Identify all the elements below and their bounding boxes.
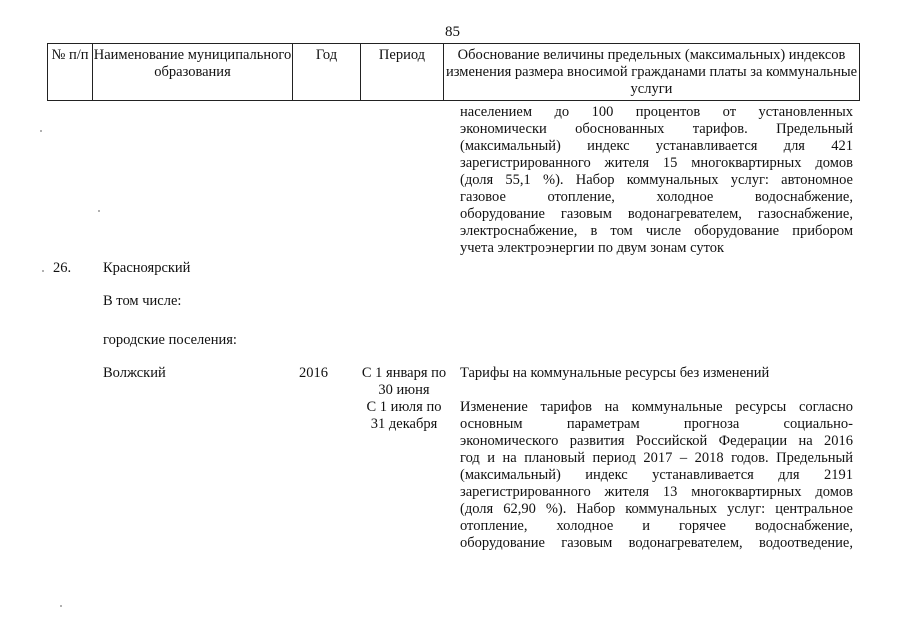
period-second-half: С 1 июля по 31 декабря bbox=[366, 399, 442, 432]
header-year: Год bbox=[293, 44, 361, 100]
text-line: электроснабжение, в том числе оборудование прибором bbox=[460, 223, 853, 239]
header-basis: Обоснование величины предельных (максимальных) индексов изменения размера вносимой гражданами платы за коммунальные услуги bbox=[445, 47, 858, 97]
including-label: В том числе: bbox=[103, 293, 182, 309]
year-value: 2016 bbox=[299, 365, 328, 381]
text-line: отопление, холодное и горячее водоснабжение, bbox=[460, 518, 853, 534]
basis-second-half bbox=[460, 399, 853, 552]
row-number: 26. bbox=[53, 260, 72, 276]
urban-settlements-label: городские поселения: bbox=[103, 332, 237, 348]
municipality-name: Красноярский bbox=[103, 260, 191, 276]
scan-speck bbox=[98, 210, 100, 212]
text-line: учета электроэнергии по двум зонам суток bbox=[460, 240, 725, 256]
text-line: зарегистрированного жителя 15 многоквартирных домов bbox=[460, 155, 853, 171]
text-line: оборудование газовым водонагревателем, водоотведение, bbox=[460, 535, 853, 551]
header-period: Период bbox=[361, 44, 444, 100]
text-line: населением до 100 процентов от установленных bbox=[460, 104, 853, 120]
text-line: экономически обоснованных тарифов. Предельный bbox=[460, 121, 853, 137]
text-line: (максимальный) индекс устанавливается для 421 bbox=[460, 138, 853, 154]
text-line: Изменение тарифов на коммунальные ресурсы согласно bbox=[460, 399, 853, 415]
table-header bbox=[47, 43, 860, 101]
text-line: экономического развития Российской Федерации на 2016 bbox=[460, 433, 853, 449]
scan-speck bbox=[60, 605, 62, 607]
text-line: основным параметрам прогноза социально- bbox=[460, 416, 853, 432]
text-line: год и на плановый период 2017 – 2018 годов. Предельный bbox=[460, 450, 853, 466]
text-line: (максимальный) индекс устанавливается для 2191 bbox=[460, 467, 853, 483]
text-line: зарегистрированного жителя 13 многоквартирных домов bbox=[460, 484, 853, 500]
basis-first-half: Тарифы на коммунальные ресурсы без изменений bbox=[460, 365, 770, 381]
continued-basis-text bbox=[460, 104, 853, 257]
header-num: № п/п bbox=[48, 44, 93, 100]
period-first-half: С 1 января по 30 июня bbox=[361, 365, 447, 398]
header-name: Наименование муниципального образования bbox=[93, 44, 293, 100]
page-number: 85 bbox=[445, 24, 460, 40]
text-line: (доля 55,1 %). Набор коммунальных услуг: автономное bbox=[460, 172, 853, 188]
text-line: оборудование газовым водонагревателем, газоснабжение, bbox=[460, 206, 853, 222]
settlement-name: Волжский bbox=[103, 365, 166, 381]
scan-speck bbox=[42, 270, 44, 272]
text-line: (доля 62,90 %). Набор коммунальных услуг: центральное bbox=[460, 501, 853, 517]
text-line: газовое отопление, холодное водоснабжение, bbox=[460, 189, 853, 205]
scan-speck bbox=[40, 130, 42, 132]
